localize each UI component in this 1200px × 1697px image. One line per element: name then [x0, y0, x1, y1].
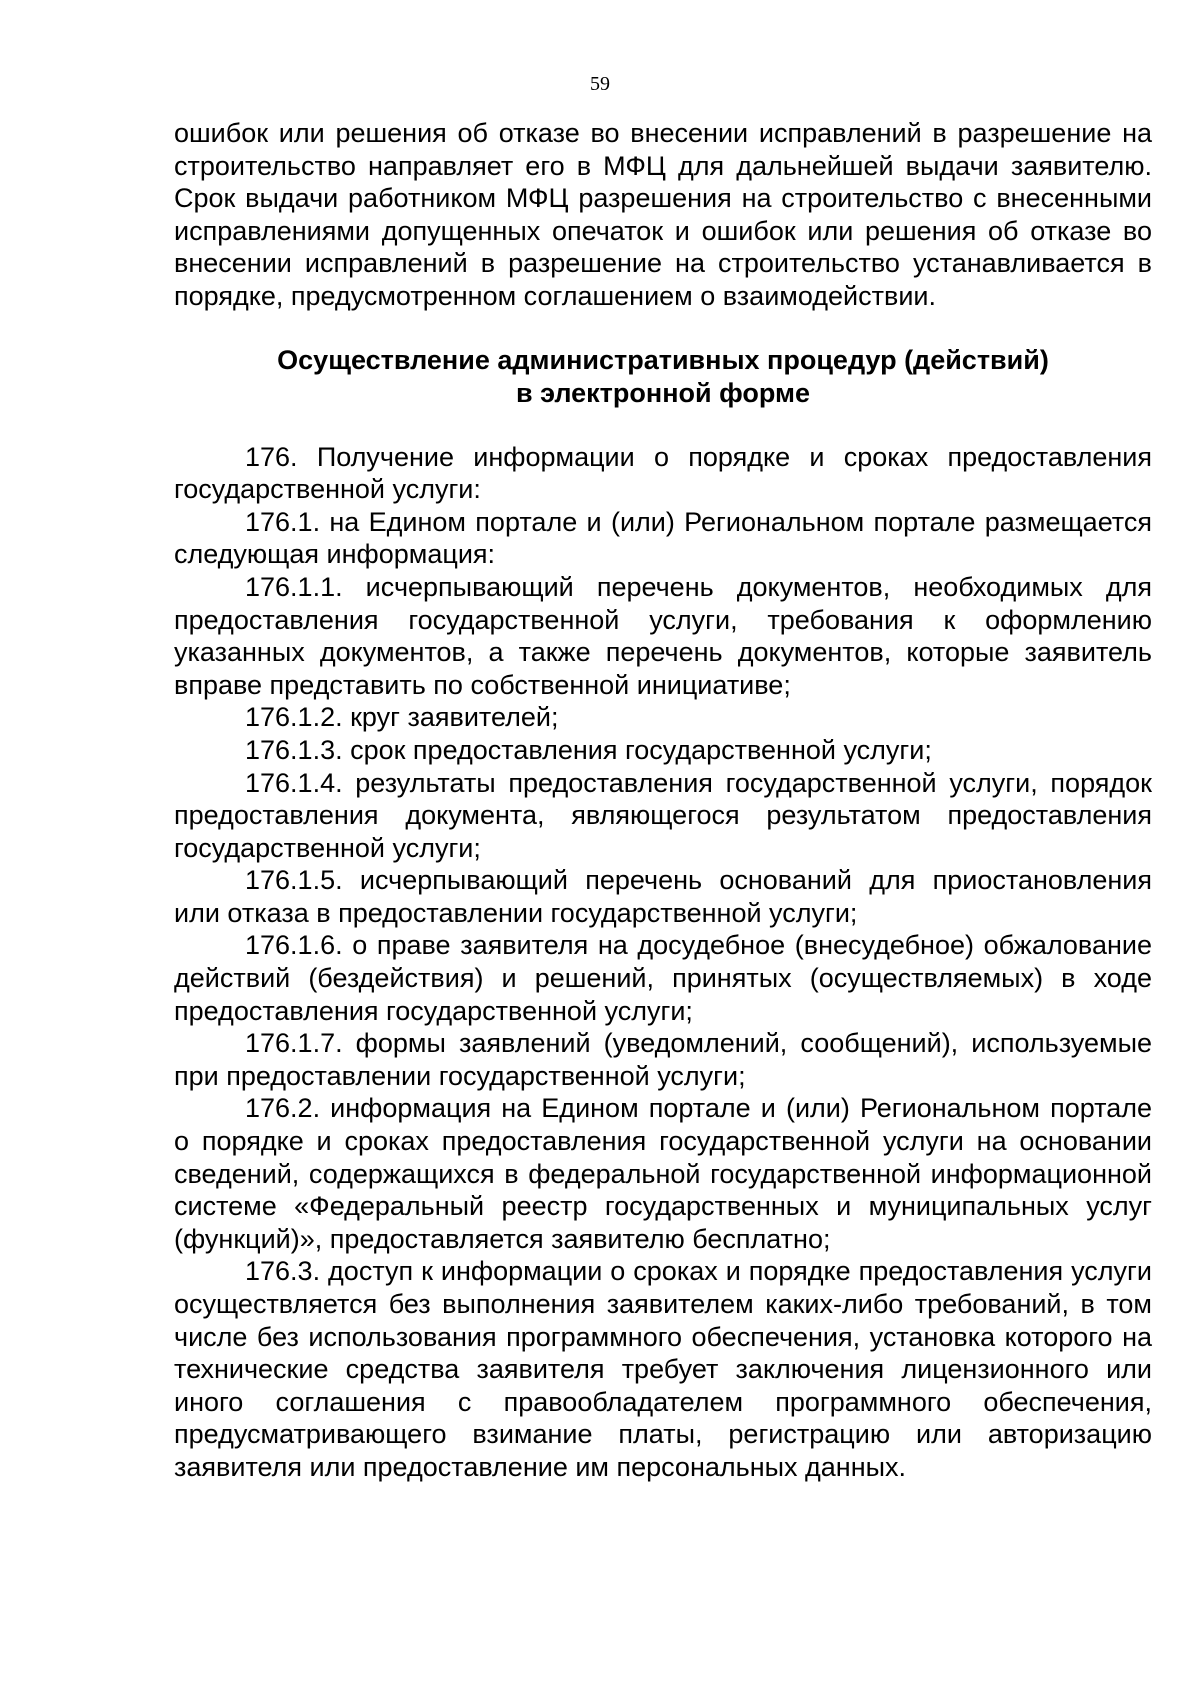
paragraph-176-3: 176.3. доступ к информации о сроках и порядке предоставления услуги осуществляется без выполнения заявителем каких-либо требований, в том числе без использования программного обеспечения, установка которого на технические средства заявителя требует заключения лицензионного или иного соглашения с правообладателем программного обеспечения, предусматривающего взимание платы, регистрацию или авторизацию заявителя или предоставление им персональных данных.	[174, 1256, 1152, 1482]
page-number: 59	[590, 73, 610, 95]
paragraph-176-1-1: 176.1.1. исчерпывающий перечень документов, необходимых для предоставления государственной услуги, требования к оформлению указанных документов, а также перечень документов, которые заявитель вправе представить по собственной инициативе;	[174, 571, 1152, 700]
paragraph-176: 176. Получение информации о порядке и сроках предоставления государственной услуги:	[174, 441, 1152, 505]
paragraph-176-1: 176.1. на Едином портале и (или) Региональном портале размещается следующая информация:	[174, 506, 1152, 570]
paragraph-176-1-7: 176.1.7. формы заявлений (уведомлений, сообщений), используемые при предоставлении государственной услуги;	[174, 1028, 1152, 1091]
paragraph-176-1-2: 176.1.2. круг заявителей;	[245, 702, 559, 733]
paragraph-176-1-3: 176.1.3. срок предоставления государственной услуги;	[245, 734, 932, 765]
paragraph-176-1-6: 176.1.6. о праве заявителя на досудебное (внесудебное) обжалование действий (бездействия) и решений, принятых (осуществляемых) в ходе предоставления государственной услуги;	[174, 930, 1152, 1026]
section-heading-line-2: в электронной форме	[516, 377, 810, 408]
paragraph-176-1-5: 176.1.5. исчерпывающий перечень оснований для приостановления или отказа в предоставлении государственной услуги;	[174, 865, 1152, 928]
section-heading-line-1: Осуществление административных процедур (действий)	[277, 344, 1049, 375]
document-body	[174, 117, 1152, 1484]
intro-paragraph: ошибок или решения об отказе во внесении исправлений в разрешение на строительство направляет его в МФЦ для дальнейшей выдачи заявителю. Срок выдачи работником МФЦ разрешения на строительство с внесенными исправлениями допущенных опечаток и ошибок или решения об отказе во внесении исправлений в разрешение на строительство устанавливается в порядке, предусмотренном соглашением о взаимодействии.	[174, 118, 1152, 311]
section-heading	[174, 344, 1152, 410]
paragraph-176-2: 176.2. информация на Едином портале и (или) Региональном портале о порядке и сроках предоставления государственной услуги на основании сведений, содержащихся в федеральной государственной информационной системе «Федеральный реестр государственных и муниципальных услуг (функций)», предоставляется заявителю бесплатно;	[174, 1093, 1152, 1254]
paragraph-176-1-4: 176.1.4. результаты предоставления государственной услуги, порядок предоставления документа, являющегося результатом предоставления государственной услуги;	[174, 767, 1152, 863]
